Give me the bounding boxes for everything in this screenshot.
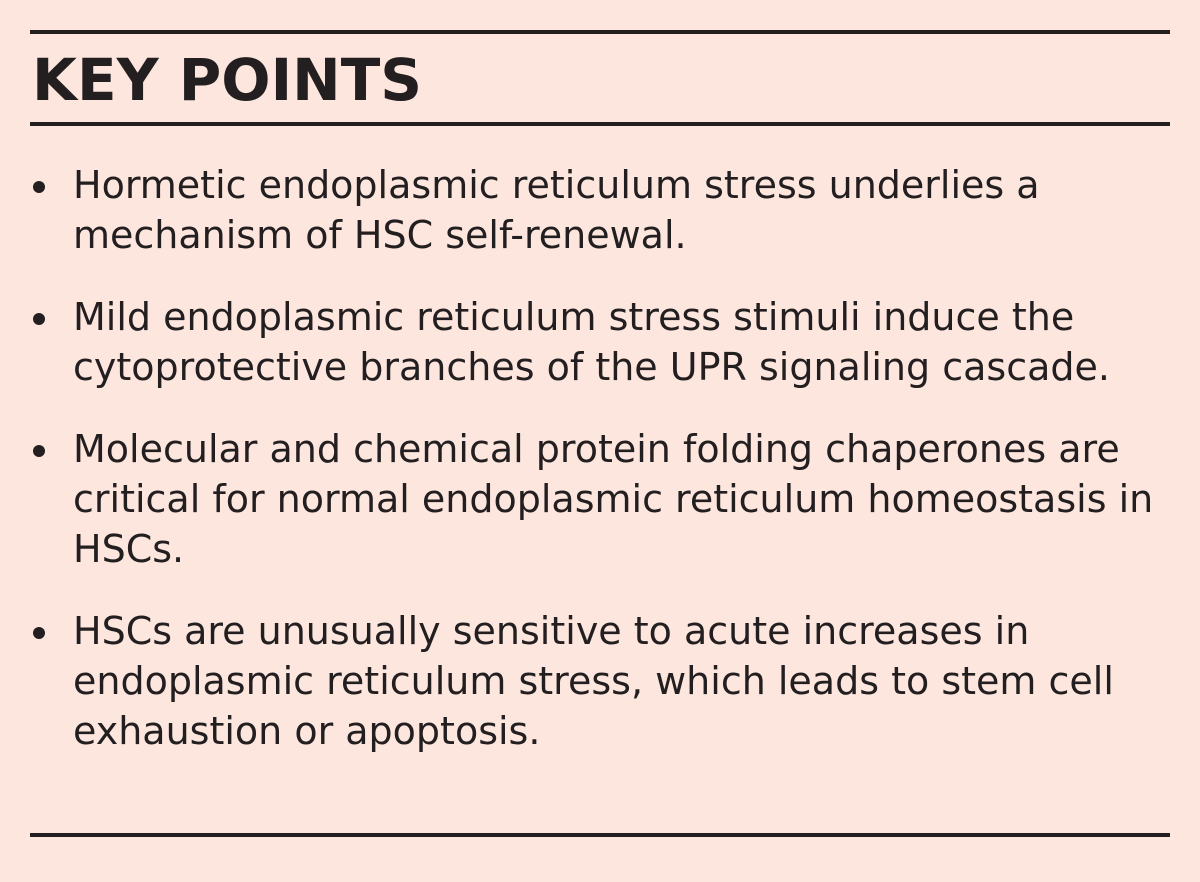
bullet-icon — [33, 627, 45, 639]
key-point-1 — [30, 160, 1180, 260]
key-point-text: Mild endoplasmic reticulum stress stimuli induce the cytoprotective branches of the UPR signaling cascade. — [73, 295, 1110, 389]
bottom-rule — [30, 833, 1170, 837]
box-title: KEY POINTS — [32, 46, 423, 114]
top-rule — [30, 30, 1170, 34]
bullet-icon — [33, 313, 45, 325]
key-point-3 — [30, 424, 1180, 574]
key-points-list — [30, 160, 1180, 788]
bullet-icon — [33, 181, 45, 193]
key-point-4 — [30, 606, 1180, 756]
key-point-2 — [30, 292, 1180, 392]
key-point-text: Hormetic endoplasmic reticulum stress underlies a mechanism of HSC self-renewal. — [73, 163, 1040, 257]
key-point-text: Molecular and chemical protein folding chaperones are critical for normal endoplasmic reticulum homeostasis in HSCs. — [73, 427, 1154, 571]
bullet-icon — [33, 445, 45, 457]
title-underline-rule — [30, 122, 1170, 126]
key-point-text: HSCs are unusually sensitive to acute increases in endoplasmic reticulum stress, which leads to stem cell exhaustion or apoptosis. — [73, 609, 1114, 753]
